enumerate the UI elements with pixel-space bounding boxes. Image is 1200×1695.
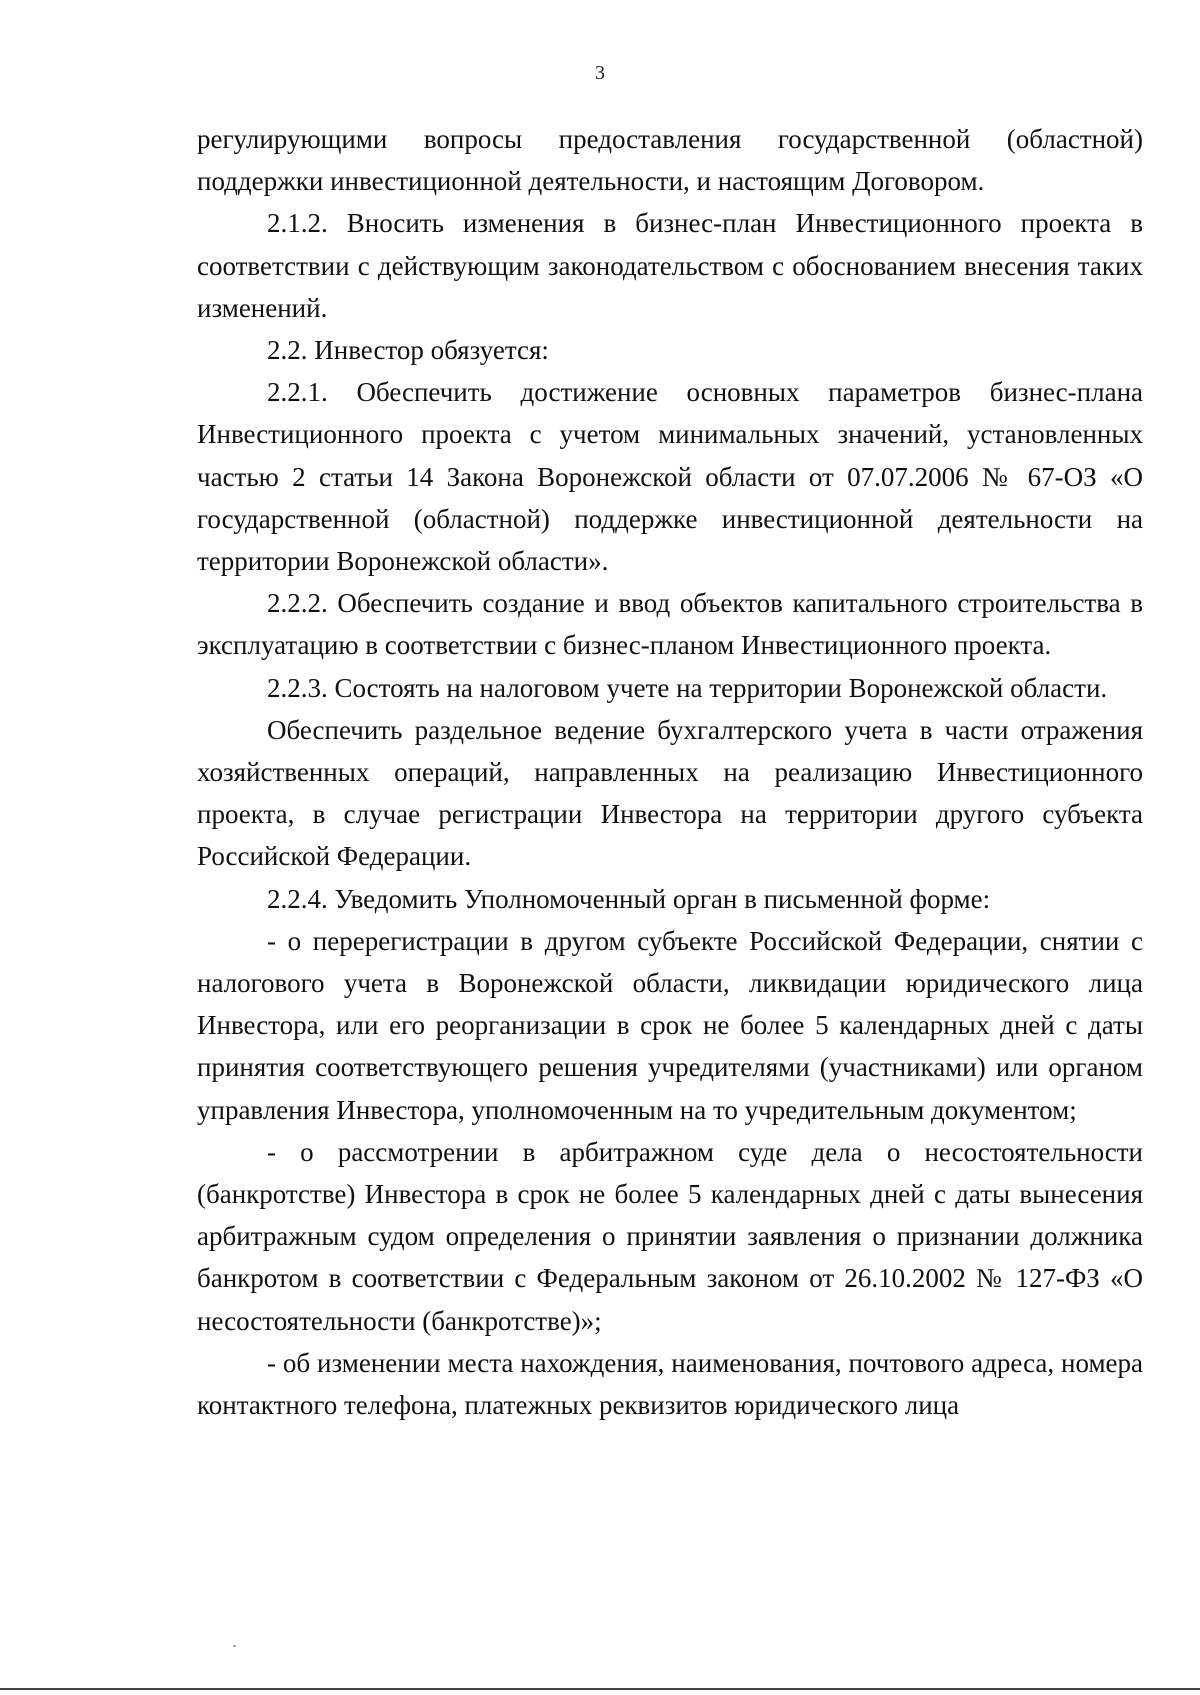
paragraph-2-2-1: 2.2.1. Обеспечить достижение основных параметров бизнес-плана Инвестиционного проекта с учетом минимальных значений, установленных частью 2 статьи 14 Закона Воронежской области от 07.07.2006 № 67-ОЗ «О государственной (областной) поддержке инвестиционной деятельности на территории Воронежской области». bbox=[197, 377, 1143, 577]
page-number: 3 bbox=[595, 62, 605, 84]
scan-speck bbox=[233, 1645, 236, 1647]
list-item-bankruptcy: - о рассмотрении в арбитражном суде дела о несостоятельности (банкротстве) Инвестора в срок не более 5 календарных дней с даты вынесения арбитражным судом определения о принятии заявления о признании должника банкротом в соответствии с Федеральным законом от 26.10.2002 № 127-ФЗ «О несостоятельности (банкротстве)»; bbox=[197, 1136, 1143, 1336]
paragraph-2-2: 2.2. Инвестор обязуется: bbox=[267, 335, 549, 366]
paragraph-2-2-4: 2.2.4. Уведомить Уполномоченный орган в письменной форме: bbox=[267, 883, 991, 914]
scan-bottom-edge bbox=[0, 1688, 1200, 1690]
paragraph-accounting: Обеспечить раздельное ведение бухгалтерского учета в части отражения хозяйственных операций, направленных на реализацию Инвестиционного проекта, в случае регистрации Инвестора на территории другого субъекта Российской Федерации. bbox=[197, 714, 1143, 872]
paragraph-continuation: регулирующими вопросы предоставления государственной (областной) поддержки инвестиционной деятельности, и настоящим Договором. bbox=[197, 124, 1143, 197]
document-body bbox=[197, 118, 1143, 1426]
list-item-reregistration: - о перерегистрации в другом субъекте Российской Федерации, снятии с налогового учета в Воронежской области, ликвидации юридического лица Инвестора, или его реорганизации в срок не более 5 календарных дней с даты принятия соответствующего решения учредителями (участниками) или органом управления Инвестора, уполномоченным на то учредительным документом; bbox=[197, 925, 1143, 1125]
list-item-address-change: - об изменении места нахождения, наименования, почтового адреса, номера контактного телефона, платежных реквизитов юридического лица bbox=[197, 1347, 1143, 1421]
paragraph-2-2-3: 2.2.3. Состоять на налоговом учете на территории Воронежской области. bbox=[267, 672, 1108, 703]
paragraph-2-1-2: 2.1.2. Вносить изменения в бизнес-план Инвестиционного проекта в соответствии с действующим законодательством с обоснованием внесения таких изменений. bbox=[197, 208, 1143, 323]
paragraph-2-2-2: 2.2.2. Обеспечить создание и ввод объектов капитального строительства в эксплуатацию в соответствии с бизнес-планом Инвестиционного проекта. bbox=[197, 588, 1143, 661]
